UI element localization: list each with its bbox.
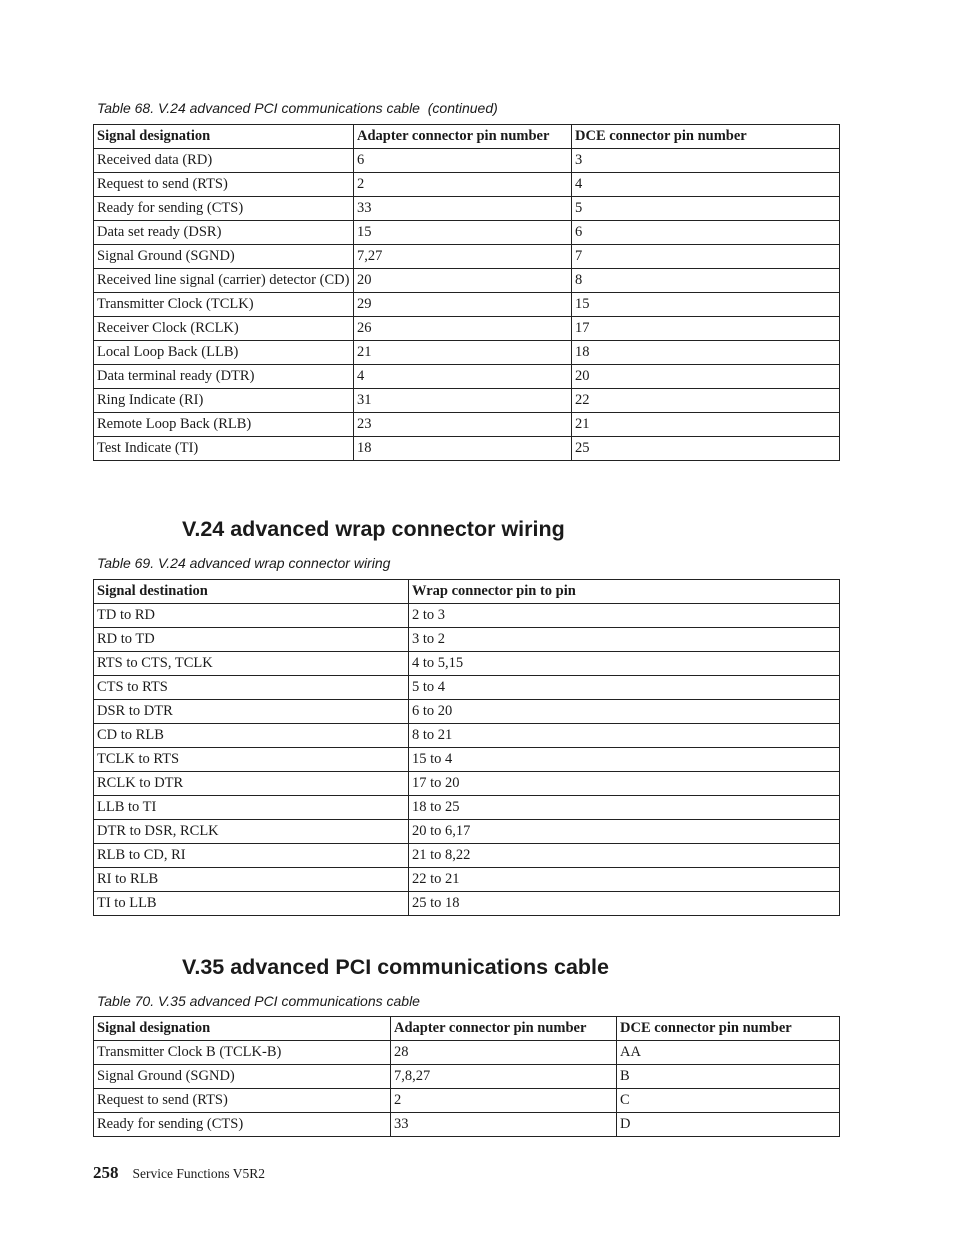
page-footer xyxy=(93,1163,265,1183)
table-cell: RLB to CD, RI xyxy=(94,844,409,868)
table-header-row xyxy=(94,580,840,604)
table-row xyxy=(94,1065,840,1089)
table-cell: 21 to 8,22 xyxy=(409,844,840,868)
table-cell: 22 xyxy=(572,389,840,413)
column-header: Signal destination xyxy=(94,580,409,604)
table-70 xyxy=(93,1016,840,1137)
table-cell: 28 xyxy=(391,1041,617,1065)
table-cell: TCLK to RTS xyxy=(94,748,409,772)
table-header-row xyxy=(94,1017,840,1041)
table-cell: Data set ready (DSR) xyxy=(94,221,354,245)
column-header: Wrap connector pin to pin xyxy=(409,580,840,604)
table-cell: 8 xyxy=(572,269,840,293)
table-row xyxy=(94,868,840,892)
table-cell: 17 xyxy=(572,317,840,341)
table-68-caption: Table 68. V.24 advanced PCI communications cable (continued) xyxy=(97,100,498,116)
table-cell: 6 xyxy=(572,221,840,245)
table-cell: 33 xyxy=(354,197,572,221)
table-70-caption: Table 70. V.35 advanced PCI communications cable xyxy=(97,993,420,1009)
table-row xyxy=(94,604,840,628)
table-row xyxy=(94,269,840,293)
table-cell: 18 to 25 xyxy=(409,796,840,820)
table-cell: 15 xyxy=(572,293,840,317)
table-cell: 2 to 3 xyxy=(409,604,840,628)
table-cell: Received line signal (carrier) detector (CD) xyxy=(94,269,354,293)
table-cell: 8 to 21 xyxy=(409,724,840,748)
table-cell: 31 xyxy=(354,389,572,413)
table-cell: 20 to 6,17 xyxy=(409,820,840,844)
table-68 xyxy=(93,124,840,461)
table-row xyxy=(94,820,840,844)
table-row xyxy=(94,1041,840,1065)
table-cell: Request to send (RTS) xyxy=(94,173,354,197)
table-cell: 17 to 20 xyxy=(409,772,840,796)
table-cell: 4 xyxy=(572,173,840,197)
table-cell: Remote Loop Back (RLB) xyxy=(94,413,354,437)
table-row xyxy=(94,173,840,197)
table-cell: 26 xyxy=(354,317,572,341)
table-row xyxy=(94,772,840,796)
column-header: Adapter connector pin number xyxy=(354,125,572,149)
table-cell: RCLK to DTR xyxy=(94,772,409,796)
table-row xyxy=(94,700,840,724)
table-cell: Received data (RD) xyxy=(94,149,354,173)
table-cell: 20 xyxy=(572,365,840,389)
table-cell: 5 xyxy=(572,197,840,221)
table-cell: 7,27 xyxy=(354,245,572,269)
table-cell: 4 to 5,15 xyxy=(409,652,840,676)
table-cell: Test Indicate (TI) xyxy=(94,437,354,461)
table-cell: 5 to 4 xyxy=(409,676,840,700)
table-cell: Signal Ground (SGND) xyxy=(94,245,354,269)
table-cell: 21 xyxy=(354,341,572,365)
table-row xyxy=(94,365,840,389)
table-cell: Transmitter Clock (TCLK) xyxy=(94,293,354,317)
table-cell: 23 xyxy=(354,413,572,437)
table-cell: Ready for sending (CTS) xyxy=(94,197,354,221)
table-row xyxy=(94,197,840,221)
table-header-row xyxy=(94,125,840,149)
table-cell: CTS to RTS xyxy=(94,676,409,700)
table-cell: LLB to TI xyxy=(94,796,409,820)
table-cell: C xyxy=(617,1089,840,1113)
page-number: 258 xyxy=(93,1163,119,1182)
table-cell: 4 xyxy=(354,365,572,389)
table-row xyxy=(94,892,840,916)
table-row xyxy=(94,748,840,772)
table-row xyxy=(94,844,840,868)
table-cell: 7 xyxy=(572,245,840,269)
table-row xyxy=(94,389,840,413)
column-header: DCE connector pin number xyxy=(617,1017,840,1041)
table-row xyxy=(94,245,840,269)
table-cell: 22 to 21 xyxy=(409,868,840,892)
table-cell: 20 xyxy=(354,269,572,293)
table-69-caption: Table 69. V.24 advanced wrap connector wiring xyxy=(97,555,391,571)
table-cell: 29 xyxy=(354,293,572,317)
table-cell: AA xyxy=(617,1041,840,1065)
table-row xyxy=(94,341,840,365)
column-header: Signal designation xyxy=(94,1017,391,1041)
table-cell: D xyxy=(617,1113,840,1137)
table-cell: TD to RD xyxy=(94,604,409,628)
table-cell: 25 xyxy=(572,437,840,461)
table-cell: 7,8,27 xyxy=(391,1065,617,1089)
table-row xyxy=(94,149,840,173)
book-title: Service Functions V5R2 xyxy=(132,1166,265,1181)
table-cell: 2 xyxy=(354,173,572,197)
table-cell: 3 to 2 xyxy=(409,628,840,652)
table-cell: DTR to DSR, RCLK xyxy=(94,820,409,844)
table-cell: 21 xyxy=(572,413,840,437)
table-cell: DSR to DTR xyxy=(94,700,409,724)
table-cell: 6 to 20 xyxy=(409,700,840,724)
table-cell: RI to RLB xyxy=(94,868,409,892)
table-cell: 33 xyxy=(391,1113,617,1137)
table-row xyxy=(94,628,840,652)
column-header: Adapter connector pin number xyxy=(391,1017,617,1041)
section-heading-v24-wrap: V.24 advanced wrap connector wiring xyxy=(182,517,565,541)
table-row xyxy=(94,724,840,748)
table-row xyxy=(94,317,840,341)
table-cell: 18 xyxy=(572,341,840,365)
section-heading-v35: V.35 advanced PCI communications cable xyxy=(182,955,609,979)
column-header: DCE connector pin number xyxy=(572,125,840,149)
table-cell: 15 xyxy=(354,221,572,245)
table-row xyxy=(94,796,840,820)
table-row xyxy=(94,676,840,700)
table-cell: CD to RLB xyxy=(94,724,409,748)
table-row xyxy=(94,1089,840,1113)
table-69 xyxy=(93,579,840,916)
table-cell: TI to LLB xyxy=(94,892,409,916)
table-cell: 18 xyxy=(354,437,572,461)
table-cell: Ready for sending (CTS) xyxy=(94,1113,391,1137)
table-row xyxy=(94,437,840,461)
table-cell: 3 xyxy=(572,149,840,173)
table-row xyxy=(94,221,840,245)
table-cell: Data terminal ready (DTR) xyxy=(94,365,354,389)
table-cell: RTS to CTS, TCLK xyxy=(94,652,409,676)
table-row xyxy=(94,1113,840,1137)
table-cell: 2 xyxy=(391,1089,617,1113)
table-cell: B xyxy=(617,1065,840,1089)
table-cell: Ring Indicate (RI) xyxy=(94,389,354,413)
table-cell: RD to TD xyxy=(94,628,409,652)
table-cell: 6 xyxy=(354,149,572,173)
table-cell: Request to send (RTS) xyxy=(94,1089,391,1113)
column-header: Signal designation xyxy=(94,125,354,149)
table-row xyxy=(94,293,840,317)
table-cell: Local Loop Back (LLB) xyxy=(94,341,354,365)
table-cell: 25 to 18 xyxy=(409,892,840,916)
table-row xyxy=(94,413,840,437)
table-cell: 15 to 4 xyxy=(409,748,840,772)
table-row xyxy=(94,652,840,676)
table-cell: Receiver Clock (RCLK) xyxy=(94,317,354,341)
table-cell: Signal Ground (SGND) xyxy=(94,1065,391,1089)
table-cell: Transmitter Clock B (TCLK-B) xyxy=(94,1041,391,1065)
